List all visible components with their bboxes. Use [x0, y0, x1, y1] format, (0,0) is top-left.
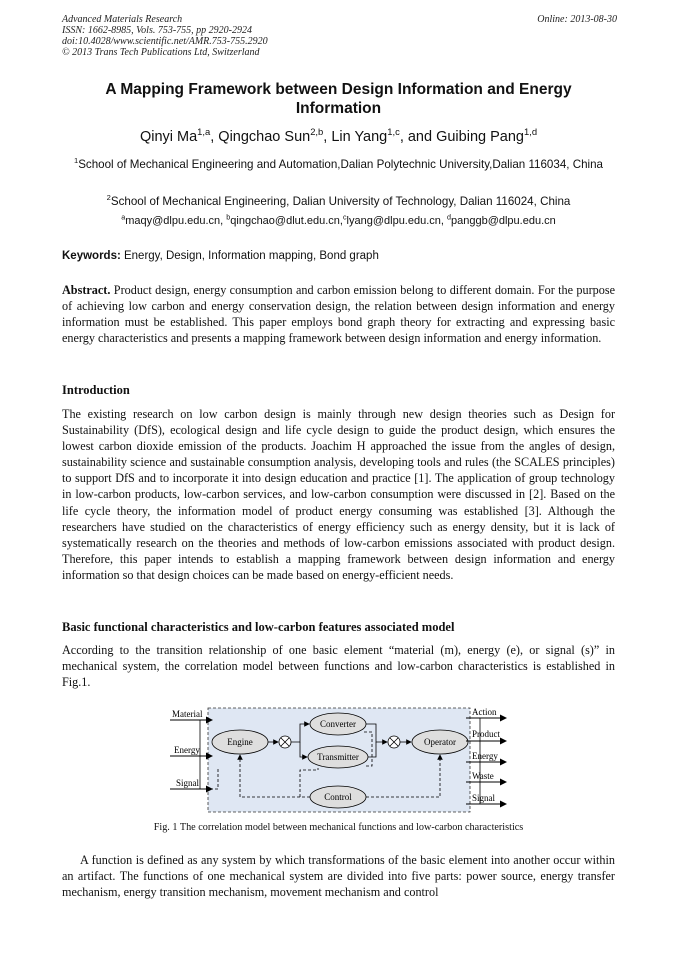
issn-line: ISSN: 1662-8985, Vols. 753-755, pp 2920-2924	[62, 25, 252, 36]
email-mark: d	[447, 213, 451, 222]
abstract-paragraph	[62, 282, 615, 346]
abstract-text: Product design, energy consumption and carbon emission belong to different domain. For the purpose of achieving low carbon and energy conservation design, the relation between design information and energy information must be established. This paper employs bond graph theory for extracting and expressing basic energy characteristics and presents a mapping framework between design information and energy information.	[62, 283, 615, 346]
introduction-heading: Introduction	[62, 383, 130, 397]
input-label: Signal	[176, 778, 200, 788]
author-separator: , and	[399, 129, 437, 145]
affiliation-text: School of Mechanical Engineering and Automation,Dalian Polytechnic University,Dalian 116034, China	[78, 158, 604, 171]
author-name: Qinyi Ma	[139, 129, 198, 145]
author-affiliation-mark: 2,b	[310, 126, 324, 138]
email-list	[62, 215, 615, 227]
output-label: Action	[472, 707, 497, 717]
output-label: Signal	[472, 793, 496, 803]
email-mark: a	[121, 213, 126, 222]
email-address: lyang@dlpu.edu.cn,	[346, 215, 448, 227]
figure-caption: Fig. 1 The correlation model between mechanical functions and low-carbon characteristics	[153, 822, 524, 833]
basic-section-heading: Basic functional characteristics and low-carbon features associated model	[62, 620, 455, 634]
abstract-label: Abstract.	[62, 283, 111, 297]
control-label: Control	[324, 792, 352, 802]
output-label: Energy	[472, 751, 498, 761]
author-name: Lin Yang	[331, 129, 388, 145]
introduction-paragraph: The existing research on low carbon design is mainly through new design theories such as Design for Sustainability (DfS), ecological design and life cycle design to guide the product design, which ensures the lowest carbon dioxide emission of the products. Joachim H approached the issue from the angles of design, sustainability science and sustainable consumption analysis, developing tools and rules (the SCALES principles) to support DfS and to incorporate it into design education and practice [1]. The application of group technology in low-carbon products, low-carbon services, and low-carbon consumption were discussed in [2]. Based on the life cycle theory, the information model of product energy consuming was established [3]. Although the researchers have studied on the characteristics of energy efficiency such as energy density, but it is lack of systematically research on the theories and methods of low-carbon emissions associated with product design. Therefore, this paper intends to establish a mapping framework between design information and energy information so that design choices can be made based on energy-efficient needs.	[62, 407, 615, 582]
email-address: maqy@dlpu.edu.cn,	[125, 215, 227, 227]
correlation-model-diagram	[168, 704, 508, 816]
paper-title: A Mapping Framework between Design Information and Energy Information	[105, 81, 572, 117]
copyright-line: © 2013 Trans Tech Publications Ltd, Switzerland	[62, 47, 260, 58]
keywords-label: Keywords:	[62, 250, 121, 262]
transmitter-label: Transmitter	[317, 752, 359, 762]
basic-section-paragraph: According to the transition relationship of one basic element “material (m), energy (e), or signal (s)” in mechanical system, the correlation model between functions and low-carbon characteristics is established in Fig.1.	[62, 643, 615, 690]
author-separator: ,	[323, 129, 332, 145]
output-label: Waste	[472, 771, 494, 781]
email-mark: b	[226, 213, 231, 222]
author-list	[62, 126, 615, 145]
engine-label: Engine	[227, 737, 253, 747]
author-affiliation-mark: 1,d	[523, 126, 538, 138]
author-separator: ,	[210, 129, 219, 145]
input-label: Material	[172, 709, 203, 719]
affiliation-mark: 2	[106, 193, 111, 203]
online-date: Online: 2013-08-30	[537, 14, 617, 25]
affiliation-text: School of Mechanical Engineering, Dalian University of Technology, Dalian 116024, China	[110, 195, 571, 208]
journal-header	[62, 14, 617, 58]
email-address: panggb@dlpu.edu.cn	[451, 215, 556, 227]
affiliation-mark: 1	[73, 156, 79, 166]
keywords-text: Energy, Design, Information mapping, Bond graph	[120, 250, 379, 262]
converter-label: Converter	[320, 719, 356, 729]
function-paragraph: A function is defined as any system by which transformations of the basic element into another occur within an artifact. The functions of one mechanical system are divided into five parts: power source, energy transfer mechanism, energy transition mechanism, movement mechanism and control	[62, 853, 615, 900]
email-address: qingchao@dlut.edu.cn,	[230, 215, 343, 227]
doi-line: doi:10.4028/www.scientific.net/AMR.753-755.2920	[62, 36, 268, 47]
email-mark: c	[342, 213, 347, 222]
input-label: Energy	[174, 745, 200, 755]
journal-name: Advanced Materials Research	[62, 14, 183, 25]
author-affiliation-mark: 1,a	[197, 126, 211, 138]
author-name: Guibing Pang	[436, 129, 524, 145]
operator-label: Operator	[424, 737, 456, 747]
output-label: Product	[472, 729, 500, 739]
author-name: Qingchao Sun	[218, 129, 311, 145]
keywords-line	[62, 250, 615, 262]
author-affiliation-mark: 1,c	[387, 126, 400, 138]
affiliation-2	[62, 194, 615, 209]
affiliation-1	[62, 157, 615, 172]
